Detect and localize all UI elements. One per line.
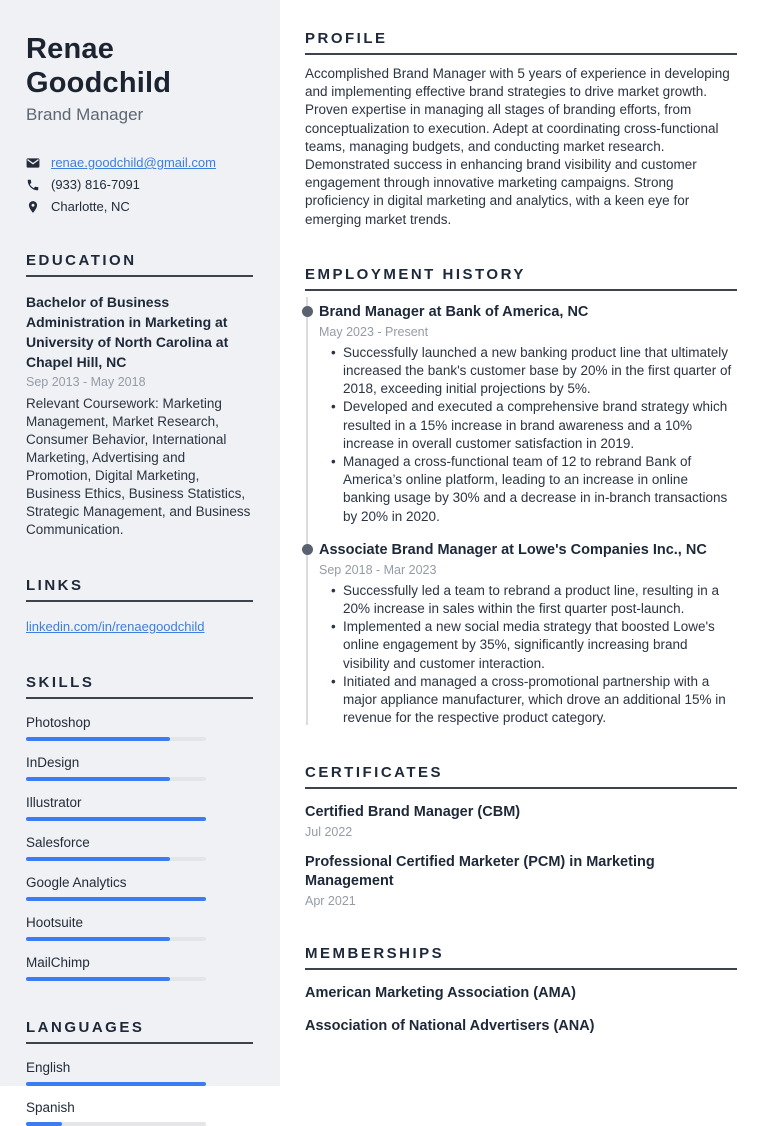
linkedin-link[interactable]: linkedin.com/in/renaegoodchild [26, 619, 205, 634]
skill-bar-track [26, 1082, 206, 1086]
skill-label: Salesforce [26, 835, 90, 850]
membership-title: American Marketing Association (AMA) [305, 985, 576, 1002]
certificate-item [305, 853, 737, 908]
job-title: Brand Manager at Bank of America, NC [319, 303, 589, 320]
skill-label: Photoshop [26, 715, 91, 730]
job-bullet: • Implemented a new social media strategy that boosted Lowe's online engagement by 35%, significantly increasing brand visibility and customer interaction. [319, 618, 737, 673]
certificate-item [305, 803, 737, 839]
skill-bar-track [26, 817, 206, 821]
job-title: Associate Brand Manager at Lowe's Companies Inc., NC [319, 541, 707, 558]
job-bullet-list [319, 582, 737, 728]
job-entry [305, 303, 737, 526]
job-bullet: • Developed and executed a comprehensive brand strategy which resulted in a 15% increase in brand awareness and a 10% increase in overall customer satisfaction in 2019. [319, 398, 737, 453]
skill-item [26, 914, 253, 941]
education-dates: Sep 2013 - May 2018 [26, 375, 146, 389]
certificates-heading: CERTIFICATES [305, 764, 737, 789]
certificates-section [305, 764, 737, 908]
sidebar [0, 0, 280, 1115]
skill-bar-track [26, 857, 206, 861]
certificate-title: Certified Brand Manager (CBM) [305, 804, 521, 821]
memberships-list [305, 984, 737, 1036]
profile-text: Accomplished Brand Manager with 5 years of experience in developing and implementing effective brand strategies to drive market growth. Proven expertise in managing all stages of branding efforts, from conceptualization to execution. Adept at coordinating cross-functional teams, managing budgets, and conducting market research. Demonstrated success in enhancing brand visibility and customer engagement through innovative marketing campaigns. Strong proficiency in digital marketing and analytics, with a keen eye for emerging market trends. [305, 66, 730, 227]
degree-title: Bachelor of Business Administration in Marketing at University of North Carolina at Chapel Hill, NC [26, 294, 229, 370]
education-details: Relevant Coursework: Marketing Management, Market Research, Consumer Behavior, International Marketing, Advertising and Promotion, Digital Marketing, Business Ethics, Business Statistics, Strategic Management, and Business Communication. [26, 396, 251, 537]
membership-item [305, 1017, 737, 1036]
job-bullet: • Successfully led a team to rebrand a product line, resulting in a 20% increase in sales within the first quarter post-launch. [319, 582, 737, 618]
envelope-icon [26, 156, 40, 170]
skill-item [26, 834, 253, 861]
skills-list [26, 714, 253, 981]
employment-timeline [305, 303, 737, 728]
memberships-heading: MEMBERSHIPS [305, 945, 737, 970]
skill-bar-fill [26, 897, 206, 901]
skill-bar-fill [26, 937, 170, 941]
employment-heading: EMPLOYMENT HISTORY [305, 266, 737, 291]
timeline-dot-icon [302, 544, 313, 555]
membership-title: Association of National Advertisers (ANA) [305, 1018, 595, 1035]
skill-bar-track [26, 737, 206, 741]
skill-label: English [26, 1060, 71, 1075]
timeline-dot-icon [302, 306, 313, 317]
contact-row-email [26, 155, 253, 170]
skill-bar-track [26, 1122, 206, 1126]
certificates-list [305, 803, 737, 908]
job-bullet: • Initiated and managed a cross-promotional partnership with a major appliance manufacturer, which drove an additional 15% in revenue for the respective product category. [319, 673, 737, 728]
skill-label: Illustrator [26, 795, 82, 810]
skill-bar-track [26, 897, 206, 901]
skill-label: Spanish [26, 1100, 75, 1115]
skill-item [26, 874, 253, 901]
location-text: Charlotte, NC [51, 199, 130, 214]
contact-row-phone [26, 177, 253, 192]
skill-label: MailChimp [26, 955, 90, 970]
skill-item [26, 794, 253, 821]
skill-bar-track [26, 977, 206, 981]
skill-label: Google Analytics [26, 875, 127, 890]
skill-bar-fill [26, 737, 170, 741]
skill-item [26, 714, 253, 741]
job-bullet: • Managed a cross-functional team of 12 to rebrand Bank of America’s online platform, leading to an increase in online banking usage by 30% and a decrease in in-branch transactions by 20% in 2020. [319, 453, 737, 526]
skill-label: Hootsuite [26, 915, 84, 930]
certificate-date: Apr 2021 [305, 894, 356, 909]
skill-bar-track [26, 937, 206, 941]
profile-section [305, 30, 737, 229]
skill-item [26, 954, 253, 981]
skill-bar-fill [26, 977, 170, 981]
skill-bar-fill [26, 817, 206, 821]
main-column [280, 0, 768, 1086]
membership-item [305, 984, 737, 1003]
phone-number: (933) 816-7091 [51, 177, 140, 192]
memberships-section [305, 945, 737, 1036]
contact-list [26, 155, 253, 214]
job-bullet-list [319, 344, 737, 526]
skill-item [26, 1059, 253, 1086]
education-heading: EDUCATION [26, 252, 253, 277]
languages-list [26, 1059, 253, 1126]
job-bullet: • Successfully launched a new banking product line that ultimately increased the bank's customer base by 20% in the first quarter of 2018, exceeding initial projections by 5%. [319, 344, 737, 399]
skill-bar-fill [26, 1122, 62, 1126]
contact-row-location [26, 199, 253, 214]
skills-section [26, 674, 253, 981]
phone-icon [26, 178, 40, 192]
skill-bar-fill [26, 1082, 206, 1086]
skill-bar-fill [26, 777, 170, 781]
skills-heading: SKILLS [26, 674, 253, 699]
skill-label: InDesign [26, 755, 80, 770]
person-job-title: Brand Manager [26, 105, 144, 124]
certificate-date: Jul 2022 [305, 825, 353, 840]
links-heading: LINKS [26, 577, 253, 602]
person-name: Renae Goodchild [26, 33, 172, 99]
skill-bar-fill [26, 857, 170, 861]
job-entry [305, 541, 737, 728]
employment-section [305, 266, 737, 728]
email-link[interactable]: renae.goodchild@gmail.com [51, 155, 216, 170]
languages-heading: LANGUAGES [26, 1019, 253, 1044]
skill-bar-track [26, 777, 206, 781]
profile-heading: PROFILE [305, 30, 737, 55]
languages-section [26, 1019, 253, 1126]
skill-item [26, 1099, 253, 1126]
links-section [26, 577, 253, 636]
job-dates: Sep 2018 - Mar 2023 [319, 562, 437, 577]
certificate-title: Professional Certified Marketer (PCM) in Marketing Management [305, 854, 655, 890]
location-pin-icon [26, 200, 40, 214]
education-section [26, 252, 253, 539]
skill-item [26, 754, 253, 781]
job-dates: May 2023 - Present [319, 324, 429, 339]
